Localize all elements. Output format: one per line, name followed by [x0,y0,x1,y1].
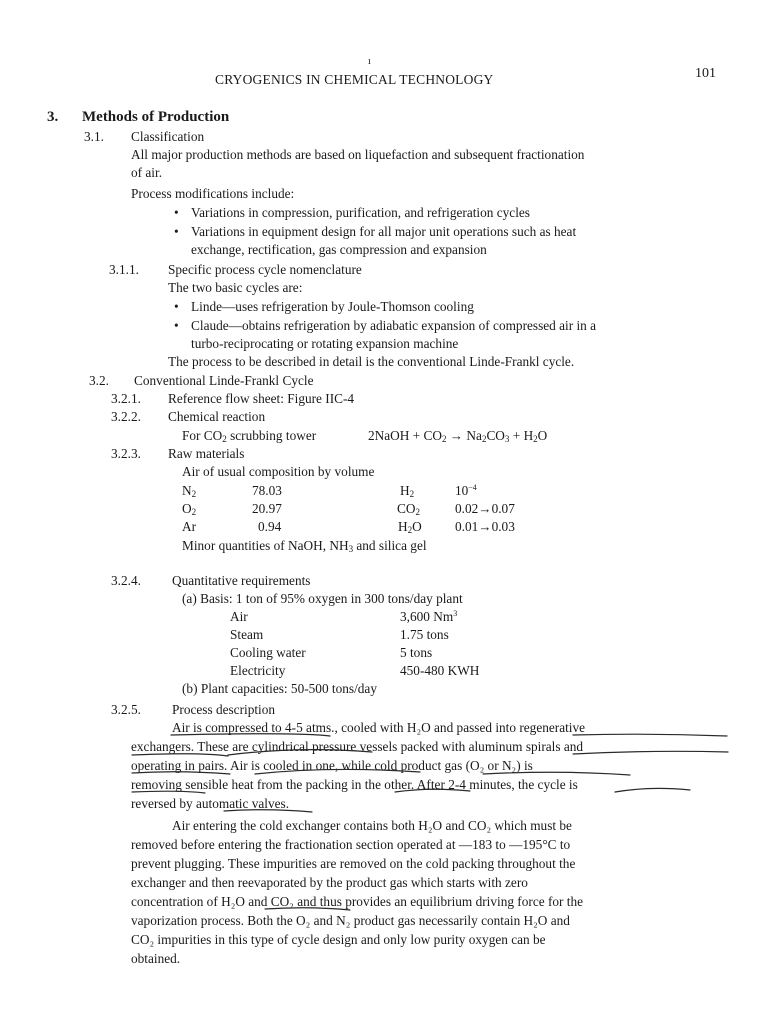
composition-value: 20.97 [252,501,282,516]
underline-stroke [132,791,205,793]
underline-stroke [224,810,312,812]
s324-title: Quantitative requirements [172,573,311,588]
section-3-1-number: 3.1. [84,129,104,144]
p2-line: obtained. [131,951,181,966]
composition-value: 0.02→0.07 [455,501,515,516]
s322-for-text: For $CO_2$ scrubbing tower [182,428,317,444]
underline-stroke [615,788,690,792]
s31-line1: All major production methods are based on liquefaction and subsequent fractionation [131,147,585,162]
composition-cell: Ar [182,519,197,534]
p1-line: operating in pairs. Air is cooled in one, while cold product gas (O₂ or N₂) is [131,758,533,773]
section-3-2-4-number: 3.2.4. [111,573,141,588]
section-3-2-5-number: 3.2.5. [111,702,141,717]
s322-title: Chemical reaction [168,409,266,424]
requirement-label: Steam [230,627,264,642]
p1-line: exchangers. These are cylindrical pressure vessels packed with aluminum spirals and [131,739,584,754]
underline-stroke [255,769,420,774]
p1-line: removing sensible heat from the packing in the other. After 2-4 minutes, the cycle is [131,777,578,792]
composition-cell: $N_2$ [182,483,197,499]
requirement-value: 3,600 Nm$^3$ [400,609,458,624]
underline-stroke [132,754,228,756]
requirement-label: Air [230,609,248,624]
chemical-equation: 2NaOH + $CO_2 \to Na_2CO_3 + H_2O$ [368,428,548,444]
section-3-title: Methods of Production [82,109,230,125]
composition-cell: $O_2$ [182,501,197,517]
requirement-value: 5 tons [400,645,433,660]
section-3-1-title: Classification [131,129,205,144]
underline-stroke [395,789,470,792]
s311-bullet-1: • Linde—uses refrigeration by Joule-Thomson cooling [191,299,474,315]
p2-line: Air entering the cold exchanger contains both H₂O and CO₂ which must be [172,818,572,833]
s324-capacities: (b) Plant capacities: 50-500 tons/day [182,681,377,696]
section-3-2-1-number: 3.2.1. [111,391,141,406]
p2-line: CO₂ impurities in this type of cycle design and only low purity oxygen can be [131,932,546,947]
running-header: CRYOGENICS IN CHEMICAL TECHNOLOGY [215,72,494,87]
section-3-1-1-title: Specific process cycle nomenclature [168,262,362,277]
s311-intro: The two basic cycles are: [168,280,303,295]
s323-intro: Air of usual composition by volume [182,464,375,479]
composition-value: 78.03 [252,483,282,498]
s31-mods-intro: Process modifications include: [131,186,295,201]
underline-stroke [265,908,350,910]
s31-bullet-1: • Variations in compression, purification, and refrigeration cycles [191,205,530,221]
s311-bullet-2b: turbo-reciprocating or rotating expansion machine [191,336,459,351]
section-3-2-3-number: 3.2.3. [111,446,141,461]
underline-stroke [483,772,630,775]
s323-minor: Minor quantities of NaOH, $NH_3$ and silica gel [182,538,427,554]
s31-line2: of air. [131,165,163,180]
s31-bullet-2b: exchange, rectification, gas compression and expansion [191,242,487,257]
s311-bullet-2a: • Claude—obtains refrigeration by adiabatic expansion of compressed air in a [191,318,596,334]
p2-line: removed before entering the fractionation section operated at —183 to —195°C to [131,837,571,852]
p2-line: vaporization process. Both the O₂ and N₂ product gas necessarily contain H₂O and [131,913,570,928]
p2-line: prevent plugging. These impurities are removed on the cold packing throughout the [131,856,576,871]
composition-cell: $H_2O$ [398,519,422,535]
p2-line: exchanger and then reevaporated by the product gas which starts with zero [131,875,528,890]
s324-basis: (a) Basis: 1 ton of 95% oxygen in 300 tons/day plant [182,591,463,606]
s325-title: Process description [172,702,276,717]
requirement-value: 1.75 tons [400,627,449,642]
underline-stroke [573,734,727,736]
top-tick-mark: ı [368,56,371,67]
composition-value: 0.01→0.03 [455,519,515,534]
composition-value: 0.94 [258,519,282,534]
section-3-2-title: Conventional Linde-Frankl Cycle [134,373,314,388]
underline-stroke [228,750,372,755]
composition-value: $10^{-4}$ [455,483,477,498]
requirement-value: 450-480 KWH [400,663,480,678]
requirement-label: Electricity [230,663,286,678]
p1-line: reversed by automatic valves. [131,796,290,811]
composition-cell: $CO_2$ [397,501,420,517]
underline-stroke [573,751,728,754]
section-3-2-2-number: 3.2.2. [111,409,141,424]
section-3-1-1-number: 3.1.1. [109,262,139,277]
requirement-label: Cooling water [230,645,306,660]
s321-text: Reference flow sheet: Figure IIC-4 [168,391,355,406]
composition-cell: $H_2$ [400,483,415,499]
p1-line: Air is compressed to 4-5 atms., cooled with H₂O and passed into regenerative [172,720,586,735]
page-number: 101 [695,66,716,81]
p2-line: concentration of H₂O and CO₂ and thus provides an equilibrium driving force for the [131,894,584,909]
s31-bullet-2a: • Variations in equipment design for all major unit operations such as heat [191,224,576,240]
section-3-number: 3. [47,109,59,125]
section-3-2-number: 3.2. [89,373,109,388]
s323-title: Raw materials [168,446,245,461]
underline-stroke [171,734,330,736]
underline-stroke [132,772,230,774]
s311-closing: The process to be described in detail is the conventional Linde-Frankl cycle. [168,354,575,369]
